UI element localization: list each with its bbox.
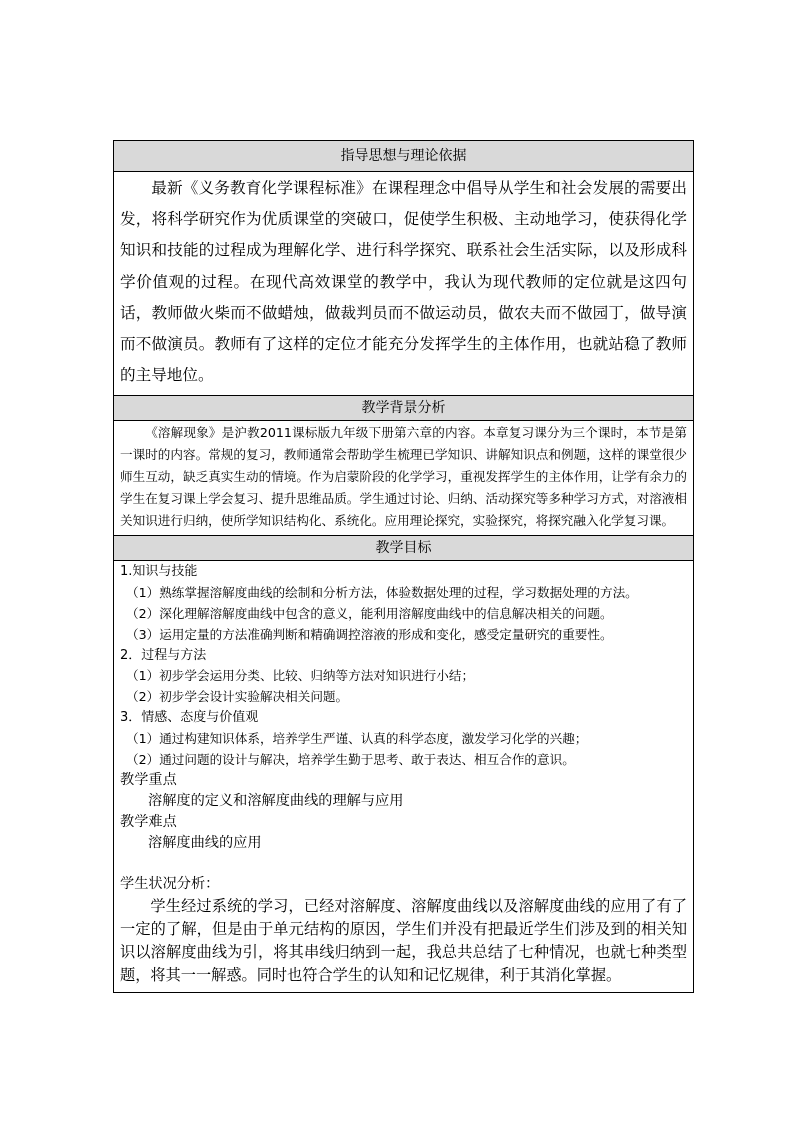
goals-body-row bbox=[114, 561, 694, 993]
teaching-difficulty-label: 教学难点 bbox=[120, 813, 177, 830]
teaching-focus-text: 溶解度的定义和溶解度曲线的理解与应用 bbox=[148, 793, 404, 810]
student-analysis-text: 学生经过系统的学习，已经对溶解度、溶解度曲线以及溶解度曲线的应用了有了一定的了解，但是由于单元结构的原因，学生们并没有把最近学生们涉及到的相关知识以溶解度曲线为引，将其串线归纳到一起，我总共总结了七种情况，也就七种类型题，将其一一解惑。同时也符合学生的认知和记忆规律，利于其消化掌握。 bbox=[120, 897, 687, 984]
emotion-values-heading: 3．情感、态度与价值观 bbox=[120, 710, 259, 725]
teaching-focus-label: 教学重点 bbox=[120, 772, 177, 789]
student-analysis-label: 学生状况分析： bbox=[120, 876, 220, 893]
background-body-row bbox=[114, 421, 694, 536]
teaching-difficulty-text: 溶解度曲线的应用 bbox=[148, 834, 262, 851]
emotion-item-2: （2）通过问题的设计与解决，培养学生勤于思考、敢于表达、相互合作的意识。 bbox=[126, 751, 575, 767]
guiding-header-row bbox=[114, 141, 694, 172]
process-methods-heading: 2．过程与方法 bbox=[120, 647, 207, 663]
background-section-title: 教学背景分析 bbox=[114, 396, 694, 421]
emotion-item-1: （1）通过构建知识体系，培养学生严谨、认真的科学态度，激发学习化学的兴趣； bbox=[126, 730, 588, 746]
goals-body-cell bbox=[114, 561, 694, 993]
guiding-body-text: 最新《义务教育化学课程标准》在课程理念中倡导从学生和社会发展的需要出发，将科学研究作为优质课堂的突破口，促使学生积极、主动地学习，使获得化学知识和技能的过程成为理解化学、进行科学探究、联系社会生活实际，以及形成科学价值观的过程。在现代高效课堂的教学中，我认为现代教师的定位就是这四句话，教师做火柴而不做蜡烛，做裁判员而不做运动员，做农夫而不做园丁，做导演而不做演员。教师有了这样的定位才能充分发挥学生的主体作用，也就站稳了教师的主导地位。 bbox=[120, 179, 687, 385]
process-item-2: （2）初步学会设计实验解决相关问题。 bbox=[126, 689, 349, 705]
knowledge-item-1: （1）熟练掌握溶解度曲线的绘制和分析方法，体验数据处理的过程，学习数据处理的方法。 bbox=[126, 585, 638, 601]
knowledge-item-3: （3）运用定量的方法准确判断和精确调控溶液的形成和变化，感受定量研究的重要性。 bbox=[126, 626, 613, 642]
goals-header-row bbox=[114, 536, 694, 561]
lesson-plan-page bbox=[113, 140, 694, 993]
guiding-body-cell bbox=[114, 172, 694, 396]
guiding-section-title: 指导思想与理论依据 bbox=[114, 141, 694, 172]
process-item-1: （1）初步学会运用分类、比较、归纳等方法对知识进行小结； bbox=[126, 668, 475, 684]
background-body-text: 《溶解现象》是沪教2011课标版九年级下册第六章的内容。本章复习课分为三个课时，本节是第一课时的内容。常规的复习，教师通常会帮助学生梳理已学知识、讲解知识点和例题，这样的课堂很少师生互动，缺乏真实生动的情境。作为启蒙阶段的化学学习，重视发挥学生的主体作用，让学有余力的学生在复习课上学会复习、提升思维品质。学生通过讨论、归纳、活动探究等多种学习方式，对溶液相关知识进行归纳，使所学知识结构化、系统化。应用理论探究，实验探究，将探究融入化学复习课。 bbox=[120, 425, 687, 529]
goals-section-title: 教学目标 bbox=[114, 536, 694, 561]
knowledge-item-2: （2）深化理解溶解度曲线中包含的意义，能利用溶解度曲线中的信息解决相关的问题。 bbox=[126, 606, 613, 622]
spacer bbox=[120, 854, 687, 875]
background-header-row bbox=[114, 396, 694, 421]
lesson-plan-table bbox=[113, 140, 694, 993]
guiding-body-row bbox=[114, 172, 694, 396]
goals-content bbox=[114, 561, 693, 992]
background-body-cell bbox=[114, 421, 694, 536]
knowledge-skills-heading: 1.知识与技能 bbox=[120, 564, 198, 580]
